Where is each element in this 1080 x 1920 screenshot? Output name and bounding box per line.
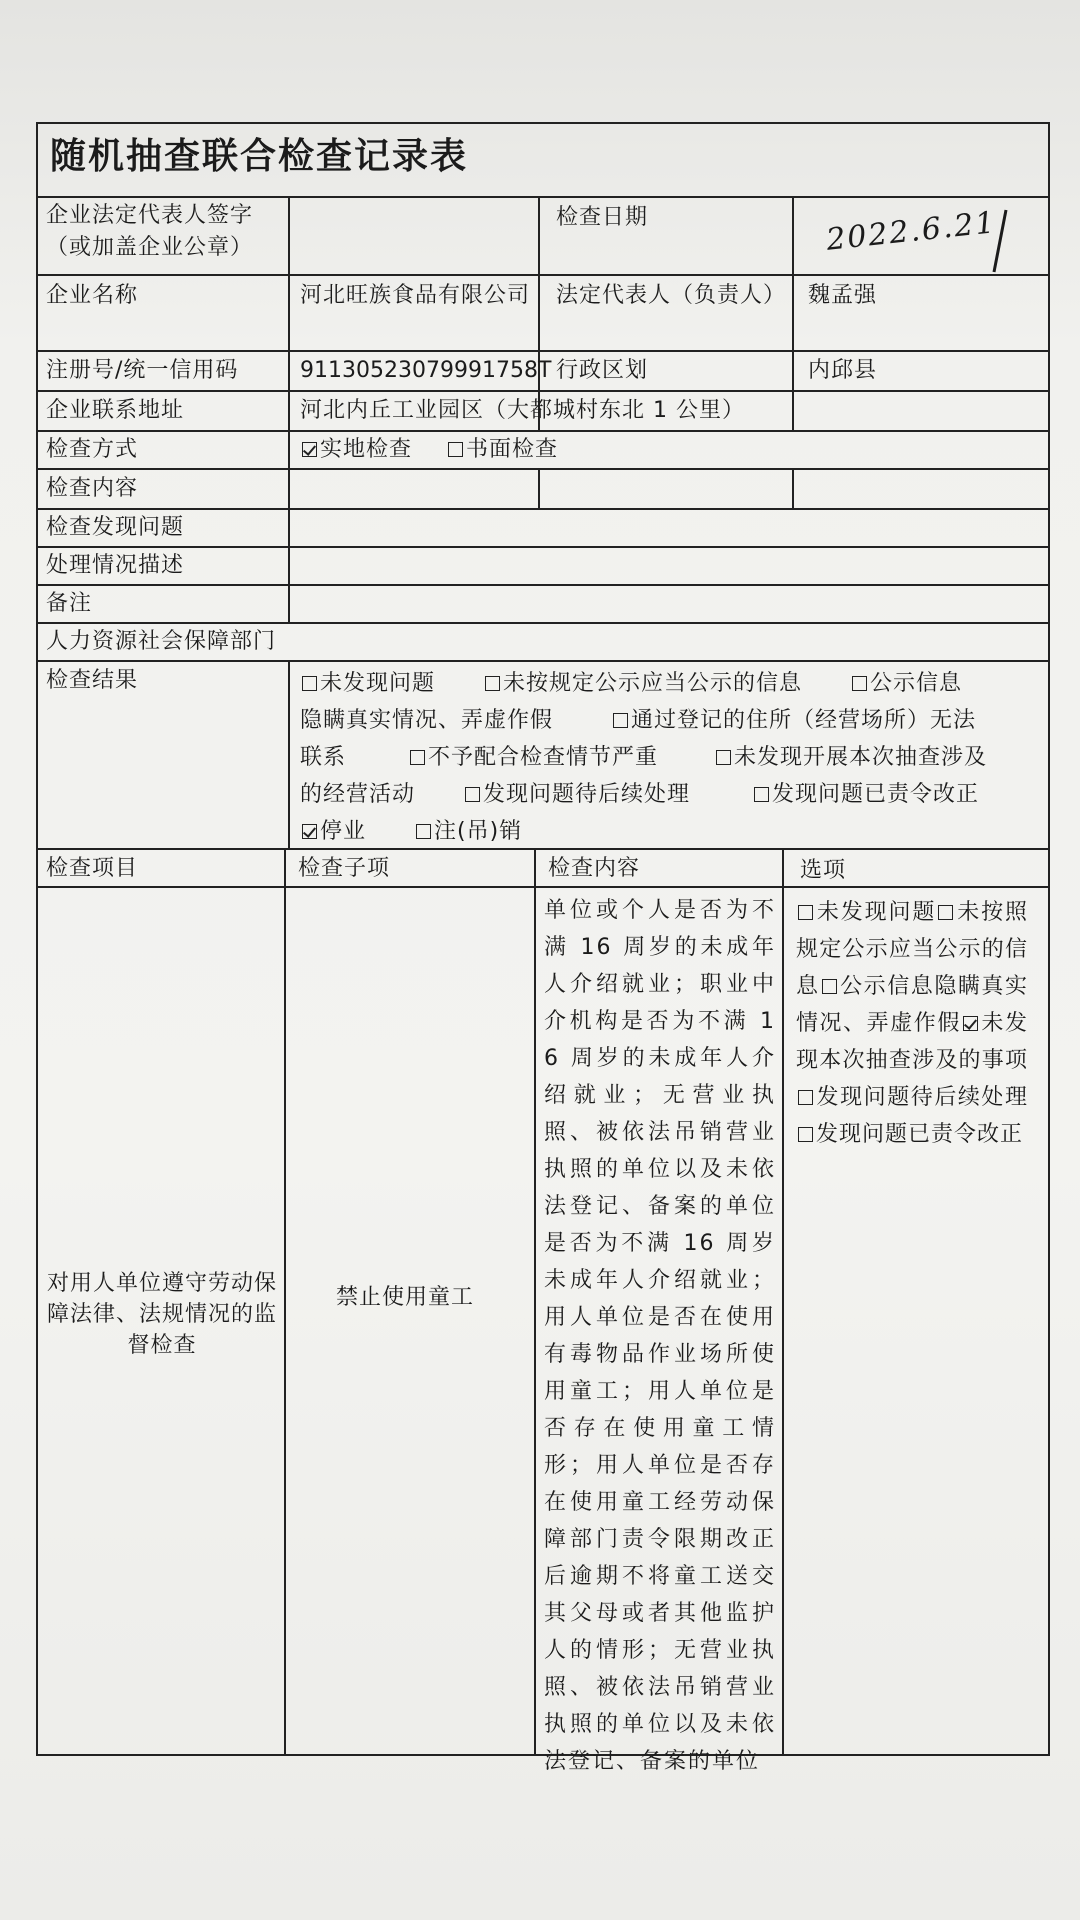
checkbox-icon[interactable] xyxy=(822,979,837,994)
checkbox-icon[interactable] xyxy=(798,1127,813,1142)
result-not-disclosed[interactable]: 未按规定公示应当公示的信息 xyxy=(483,671,802,696)
result-corrected[interactable]: 发现问题已责令改正 xyxy=(752,782,979,807)
method-label: 检查方式 xyxy=(46,437,139,462)
address-label: 企业联系地址 xyxy=(46,398,185,423)
legal-rep-label: 法定代表人（负责人） xyxy=(556,283,787,308)
address-value: 河北内丘工业园区（大都城村东北 1 公里） xyxy=(300,398,745,423)
result-line-4 xyxy=(300,779,979,810)
problems-label: 检查发现问题 xyxy=(46,515,185,540)
result-revoked[interactable]: 注(吊)销 xyxy=(414,819,522,844)
checkbox-checked-icon[interactable] xyxy=(302,824,317,839)
result-no-problem[interactable]: 未发现问题 xyxy=(300,671,435,696)
inspection-form xyxy=(36,122,1050,1774)
company-name-label: 企业名称 xyxy=(46,283,139,308)
checkbox-icon[interactable] xyxy=(613,713,628,728)
result-conceal-text: 隐瞒真实情况、弄虚作假 xyxy=(300,708,554,733)
header-item: 检查项目 xyxy=(46,856,139,881)
reg-no-label: 注册号/统一信用码 xyxy=(46,358,239,383)
sub-item-value: 禁止使用童工 xyxy=(336,1285,475,1310)
options-list xyxy=(796,894,1028,1153)
admin-region-value: 内邱县 xyxy=(808,358,878,383)
result-pending[interactable]: 发现问题待后续处理 xyxy=(463,782,690,807)
content-label: 检查内容 xyxy=(46,476,139,501)
handling-label: 处理情况描述 xyxy=(46,553,185,578)
checkbox-icon[interactable] xyxy=(938,905,953,920)
handwritten-stroke xyxy=(984,206,1014,276)
checkbox-checked-icon[interactable] xyxy=(302,442,317,457)
checkbox-icon[interactable] xyxy=(416,824,431,839)
option-false-info[interactable]: 公示信息隐瞒真实情况、弄虚作假 xyxy=(796,974,1028,1036)
checkbox-icon[interactable] xyxy=(448,442,463,457)
result-no-activity[interactable]: 未发现开展本次抽查涉及 xyxy=(714,745,987,770)
header-options: 选项 xyxy=(800,858,847,883)
header-sub-item: 检查子项 xyxy=(298,856,391,881)
form-title: 随机抽查联合检查记录表 xyxy=(50,136,469,177)
option-pending[interactable]: 发现问题待后续处理 xyxy=(796,1085,1028,1110)
option-corrected[interactable]: 发现问题已责令改正 xyxy=(796,1122,1023,1147)
method-onsite-option[interactable]: 实地检查 xyxy=(300,437,412,462)
checkbox-icon[interactable] xyxy=(465,787,480,802)
remarks-label: 备注 xyxy=(46,591,93,616)
checkbox-icon[interactable] xyxy=(798,905,813,920)
method-written-option[interactable]: 书面检查 xyxy=(446,437,558,462)
inspect-date-label: 检查日期 xyxy=(556,205,649,230)
result-suspended[interactable]: 停业 xyxy=(300,819,366,844)
checkbox-icon[interactable] xyxy=(852,676,867,691)
legal-sign-label: 企业法定代表人签字 xyxy=(46,203,254,228)
legal-sign-label-sub: （或加盖企业公章） xyxy=(46,235,254,260)
checkbox-icon[interactable] xyxy=(798,1090,813,1105)
result-line-3 xyxy=(300,742,987,773)
checkbox-icon[interactable] xyxy=(716,750,731,765)
result-line-5 xyxy=(300,816,548,847)
result-label: 检查结果 xyxy=(46,668,139,693)
item-value: 对用人单位遵守劳动保障法律、法规情况的监督检查 xyxy=(46,1271,277,1358)
admin-region-label: 行政区划 xyxy=(556,358,649,383)
checkbox-checked-icon[interactable] xyxy=(963,1016,978,1031)
department-label: 人力资源社会保障部门 xyxy=(46,629,277,654)
result-noncooperation[interactable]: 不予配合检查情节严重 xyxy=(408,745,658,770)
result-line-1 xyxy=(300,668,962,699)
result-contact-text: 联系 xyxy=(300,745,347,770)
method-options xyxy=(300,434,584,465)
result-line-2 xyxy=(300,705,1002,736)
company-name-value: 河北旺族食品有限公司 xyxy=(300,283,531,308)
option-no-problem[interactable]: 未发现问题 xyxy=(796,900,936,925)
checkbox-icon[interactable] xyxy=(485,676,500,691)
option-not-disclosed[interactable]: 未按照规定公示应当公示的信息 xyxy=(796,900,1028,999)
legal-rep-value: 魏孟强 xyxy=(808,283,878,308)
checkbox-icon[interactable] xyxy=(410,750,425,765)
header-content: 检查内容 xyxy=(548,856,641,881)
content-value: 单位或个人是否为不满 16 周岁的未成年人介绍就业；职业中介机构是否为不满 16 周岁的未成年人介绍就业；无营业执照、被依法吊销营业执照的单位以及未依法登记、备案的单位是否为不满 16 周岁未成年人介绍就业；用人单位是否在使用有毒物品作业场所使用童工；用人单位是否存在使用童工情形；用人单位是否存在使用童工经劳动保障部门责令限期改正后逾期不将童工送交其父母或者其他监护人的情形；无营业执照、被依法吊销营业执照的单位以及未依法登记、备案的单位 xyxy=(544,898,776,1774)
reg-no-value: 91130523079991758T xyxy=(300,358,552,383)
checkbox-icon[interactable] xyxy=(754,787,769,802)
result-unreachable[interactable]: 通过登记的住所（经营场所）无法 xyxy=(611,708,976,733)
option-not-found[interactable]: 未发现本次抽查涉及的事项 xyxy=(796,1011,1028,1073)
checkbox-icon[interactable] xyxy=(302,676,317,691)
inspect-date-handwritten: 2022.6.21 xyxy=(824,205,999,258)
result-activity-text: 的经营活动 xyxy=(300,782,416,807)
result-public-info[interactable]: 公示信息 xyxy=(850,671,962,696)
